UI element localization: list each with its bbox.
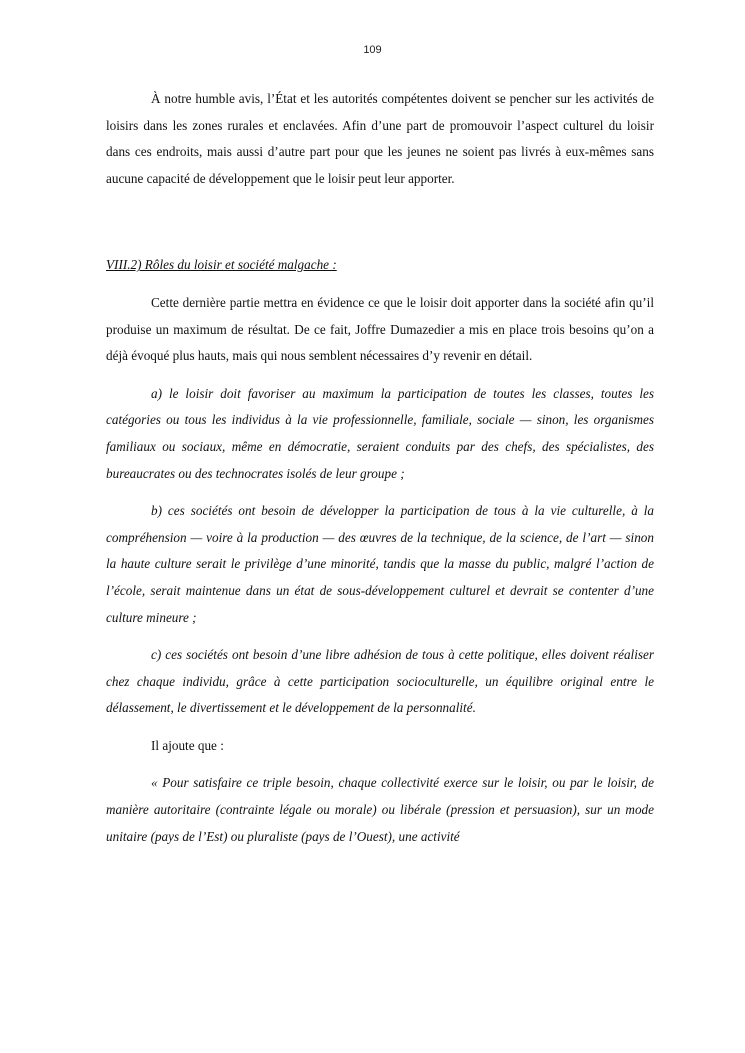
list-item-a: a) le loisir doit favoriser au maximum la participation de toutes les classes, toutes les catégories ou tous les individus à la vie professionnelle, familiale, sociale — sinon, les organismes familiaux ou sociaux, même en démocratie, seraient conduits par des chefs, des spécialistes, des bureaucrates ou des technocrates isolés de leur groupe ;: [106, 385, 654, 481]
quote-paragraph: « Pour satisfaire ce triple besoin, chaque collectivité exerce sur le loisir, ou par le loisir, de manière autoritaire (contrainte légale ou morale) ou libérale (pression et persuasion), sur un mode unitaire (pays de l’Est) ou pluraliste (pays de l’Ouest), une activité: [106, 775, 654, 844]
page-number: 109: [363, 44, 382, 56]
paragraph-il-ajoute: Il ajoute que :: [151, 737, 224, 753]
section-heading: VIII.2) Rôles du loisir et société malgache :: [106, 257, 337, 273]
paragraph-dumazedier: Cette dernière partie mettra en évidence ce que le loisir doit apporter dans la société afin qu’il produise un maximum de résultat. De ce fait, Joffre Dumazedier a mis en place trois besoins qu’on a déjà évoqué plus hauts, mais qui nous semblent nécessaires d’y revenir en détail.: [106, 294, 654, 364]
list-item-b: b) ces sociétés ont besoin de développer la participation de tous à la vie culturelle, à la compréhension — voire à la production — des œuvres de la technique, de la science, de l’art — sinon la haute culture serait le privilège d’une minorité, tandis que la masse du public, malgré l’action de l’école, serait maintenue dans un état de sous-développement culturel et devrait se contenter d’une culture mineure ;: [106, 503, 654, 625]
list-item-c: c) ces sociétés ont besoin d’une libre adhésion de tous à cette politique, elles doivent réaliser chez chaque individu, grâce à cette participation socioculturelle, un équilibre original entre le délassement, le divertissement et le développement de la personnalité.: [106, 647, 654, 716]
document-body: [106, 86, 654, 850]
paragraph-intro: À notre humble avis, l’État et les autorités compétentes doivent se pencher sur les activités de loisirs dans les zones rurales et enclavées. Afin d’une part de promouvoir l’aspect culturel du loisir dans ces endroits, mais aussi d’autre part pour que les jeunes ne soient pas livrés à eux-mêmes sans aucune capacité de développement que le loisir peut leur apporter.: [106, 91, 654, 186]
